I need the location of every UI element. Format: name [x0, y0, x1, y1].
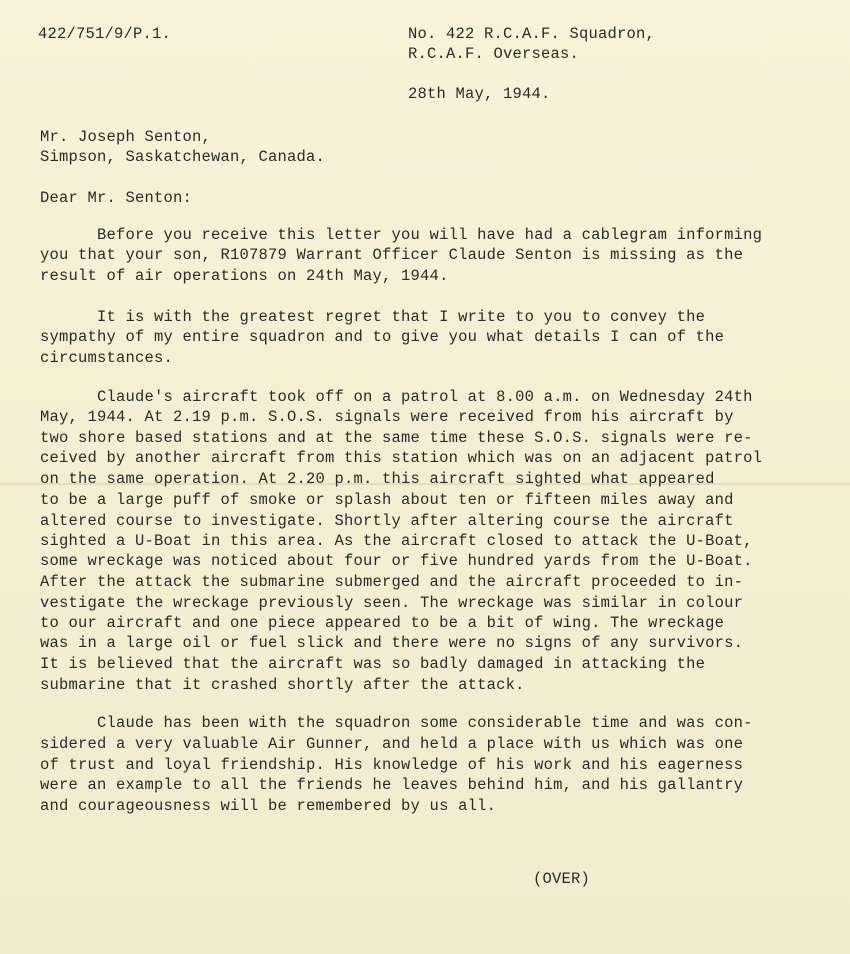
paragraph-3-line: Claude's aircraft took off on a patrol at 8.00 a.m. on Wednesday 24th	[40, 388, 753, 406]
paragraph-3-line: two shore based stations and at the same time these S.O.S. signals were re-	[40, 429, 753, 447]
paragraph-1-line: Before you receive this letter you will have had a cablegram informing	[40, 226, 763, 244]
paragraph-1-line: you that your son, R107879 Warrant Officer Claude Senton is missing as the	[40, 246, 744, 264]
paragraph-3-line: ceived by another aircraft from this station which was on an adjacent patrol	[40, 449, 763, 467]
addressee-address: Simpson, Saskatchewan, Canada.	[40, 148, 326, 166]
letter-date: 28th May, 1944.	[408, 85, 551, 103]
paragraph-3-line: altered course to investigate. Shortly after altering course the aircraft	[40, 512, 734, 530]
paragraph-3-line: submarine that it crashed shortly after the attack.	[40, 676, 525, 694]
over-indicator: (OVER)	[533, 870, 591, 888]
paragraph-3-line: was in a large oil or fuel slick and there were no signs of any survivors.	[40, 634, 744, 652]
paragraph-3-line: to be a large puff of smoke or splash about ten or fifteen miles away and	[40, 491, 734, 509]
paragraph-1-line: result of air operations on 24th May, 1944.	[40, 267, 449, 285]
paragraph-4-line: of trust and loyal friendship. His knowledge of his work and his eagerness	[40, 756, 744, 774]
paragraph-3-line: on the same operation. At 2.20 p.m. this aircraft sighted what appeared	[40, 470, 715, 488]
paragraph-3-line: vestigate the wreckage previously seen. The wreckage was similar in colour	[40, 594, 744, 612]
sender-line-2: R.C.A.F. Overseas.	[408, 45, 580, 63]
paragraph-3-line: May, 1944. At 2.19 p.m. S.O.S. signals were received from his aircraft by	[40, 408, 734, 426]
paragraph-3-line: sighted a U-Boat in this area. As the aircraft closed to attack the U-Boat,	[40, 532, 753, 550]
paragraph-2-line: circumstances.	[40, 349, 174, 367]
salutation: Dear Mr. Senton:	[40, 189, 193, 207]
paragraph-3-line: After the attack the submarine submerged and the aircraft proceeded to in-	[40, 573, 744, 591]
paragraph-4-line: sidered a very valuable Air Gunner, and held a place with us which was one	[40, 735, 744, 753]
addressee-name: Mr. Joseph Senton,	[40, 128, 212, 146]
paragraph-2-line: sympathy of my entire squadron and to give you what details I can of the	[40, 328, 725, 346]
reference-number: 422/751/9/P.1.	[38, 25, 172, 43]
paragraph-3-line: to our aircraft and one piece appeared to be a bit of wing. The wreckage	[40, 614, 725, 632]
paragraph-3-line: It is believed that the aircraft was so badly damaged in attacking the	[40, 655, 706, 673]
paragraph-4-line: Claude has been with the squadron some considerable time and was con-	[40, 714, 753, 732]
sender-line-1: No. 422 R.C.A.F. Squadron,	[408, 25, 656, 43]
paragraph-4-line: were an example to all the friends he leaves behind him, and his gallantry	[40, 776, 744, 794]
paragraph-4-line: and courageousness will be remembered by us all.	[40, 797, 497, 815]
paragraph-2-line: It is with the greatest regret that I write to you to convey the	[40, 308, 706, 326]
paragraph-3-line: some wreckage was noticed about four or five hundred yards from the U-Boat.	[40, 552, 753, 570]
